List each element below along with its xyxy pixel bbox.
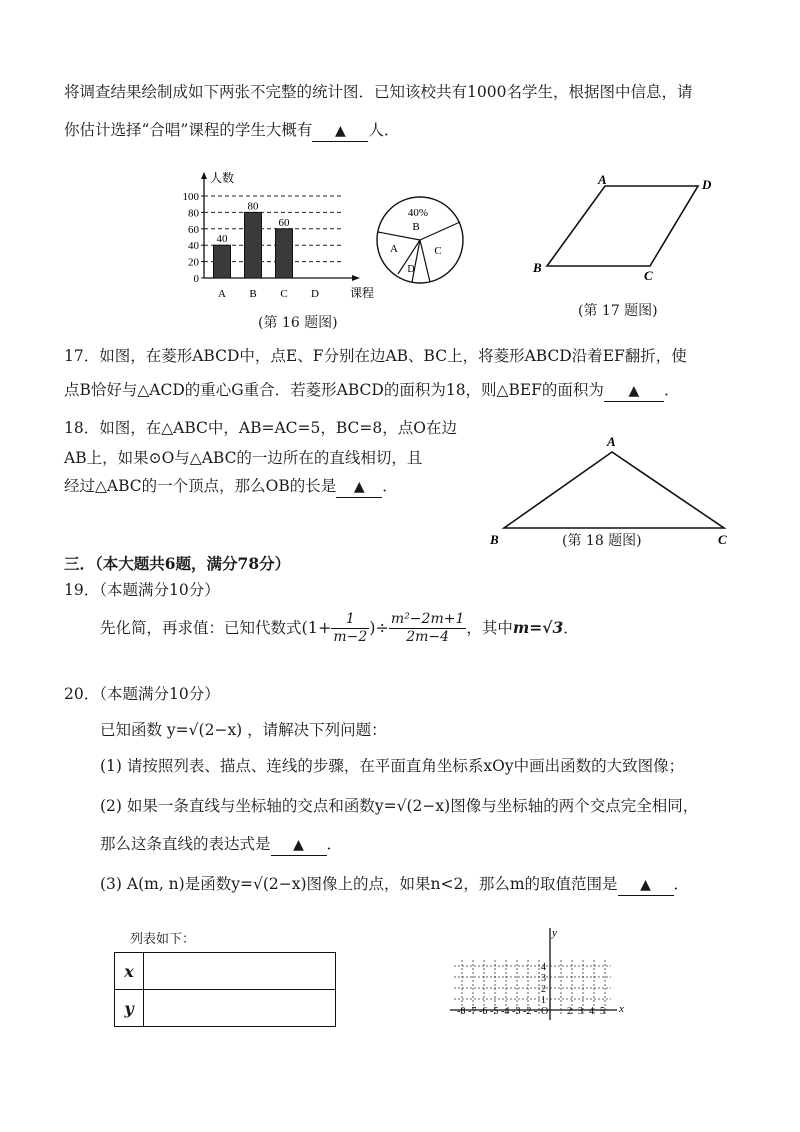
q18-line-1: 18．如图，在△ABC中，AB=AC=5，BC=8，点O在边 [64,419,457,437]
answer-mark-icon: ▲ [293,837,304,853]
grid-y-label: 2 [541,984,546,995]
x-tick-label: B [249,288,257,300]
answer-blank-18[interactable] [336,476,382,498]
grid-x-label: O [541,1006,549,1017]
frac-numerator: m²−2m+1 [390,610,465,627]
y-tick-label: 0 [193,273,199,285]
q19-head: 19．（本题满分10分） [64,581,220,599]
answer-blank-20-3[interactable] [618,874,674,896]
q19-text-mid: ，其中 [466,619,513,637]
grid-x-label: 5 [600,1006,605,1017]
y-tick-label: 40 [188,240,199,253]
bar-data-label: 80 [247,200,259,213]
grid-y-label: 4 [541,962,546,973]
table-cell-y[interactable] [144,990,336,1027]
frac-denominator: m−2 [333,628,368,645]
q20-part-2-line-1: (2) 如果一条直线与坐标轴的交点和函数y=√(2−x)图像与坐标轴的两个交点完全相同， [100,797,699,815]
answer-mark-icon: ▲ [334,123,346,139]
q20-part-3 [100,874,689,896]
q19-fraction-1 [331,611,369,646]
bar-chart [176,170,376,300]
grid-x-label: -5 [490,1006,499,1017]
grid-x-label: -3 [512,1006,521,1017]
row-header-x: x [115,953,144,990]
coordinate-grid[interactable] [420,924,652,1034]
vertex-c-label: C [718,532,727,547]
fig17-caption: (第 17 题图) [578,303,658,319]
q20-text-end: ． [326,835,343,853]
q19-text: 先化简，再求值：已知代数式 [100,619,302,637]
grid-x-label: -7 [468,1006,477,1017]
y-axis-arrow-icon [201,172,207,179]
pie-chart [374,194,466,286]
vertex-c-label: C [644,268,653,280]
bar-data-label: 40 [216,233,228,246]
pie-divider [420,240,430,282]
bar-b [245,212,262,278]
answer-mark-icon: ▲ [628,383,640,399]
q20-given: 已知函数 y=√(2−x) ，请解决下列问题： [100,721,387,739]
section3-title: 三．（本大题共6题，满分78分） [64,554,291,573]
x-axis-label: x [619,1003,624,1015]
y-tick-label: 60 [188,223,199,236]
q20-text: (3) A(m, n)是函数y=√(2−x)图像上的点，如果n<2，那么m的取值范围是 [100,875,618,893]
pie-divider [378,232,420,240]
triangle-shape [504,452,724,528]
answer-blank-20-2[interactable] [271,834,327,856]
q20-head: 20．（本题满分10分） [64,685,220,703]
intro-text: 你估计选择“合唱”课程的学生大概有 [64,121,313,139]
bar-data-label: 60 [278,216,290,229]
q19-fraction-2 [389,611,466,646]
bar-c [276,229,293,278]
answer-blank-17[interactable] [604,380,664,402]
y-axis-label: 人数 [210,171,235,185]
grid-x-label: - [534,1006,538,1017]
q20-part-1: (1) 请按照列表、描点、连线的步骤，在平面直角坐标系xOy中画出函数的大致图像； [100,757,685,775]
intro-text-end: 人． [368,121,400,139]
table-row [115,990,336,1027]
intro-line-1: 将调查结果绘制成如下两张不完整的统计图．已知该校共有1000名学生，根据图中信息，请 [64,83,693,101]
rhombus-shape [547,186,698,266]
vertex-a-label: A [598,172,607,187]
x-axis-label: 课程 [350,286,375,300]
answer-mark-icon: ▲ [353,479,365,495]
row-header-y: y [115,990,144,1027]
pie-label-percent: 40% [407,207,429,219]
pie-label-a: A [390,243,398,255]
q20-text: 那么这条直线的表达式是 [100,835,271,853]
vertex-d-label: D [702,177,712,192]
q18-text: 经过△ABC的一个顶点，那么OB的长是 [64,477,337,495]
grid-y-label: 1 [541,995,546,1006]
table-cell-x[interactable] [144,953,336,990]
q17-text: 点B恰好与△ACD的重心G重合．若菱形ABCD的面积为18，则△BEF的面积为 [64,381,604,399]
y-tick-label: 20 [188,256,199,269]
answer-blank-16[interactable] [312,120,368,142]
pie-label-b: B [412,221,420,233]
pie-label-d: D [407,264,415,275]
grid-x-label: -4 [501,1006,510,1017]
pie-label-c: C [434,245,442,257]
xy-table [114,952,336,1027]
x-tick-label: C [280,288,288,300]
y-tick-label: 80 [188,207,199,220]
table-title: 列表如下： [130,932,196,947]
q19-value: m=√3 [512,618,564,637]
paren-close: )÷ [369,618,389,637]
q19-body [100,606,579,650]
fig18-caption: (第 18 题图) [562,533,642,549]
grid-x-label: -6 [479,1006,488,1017]
frac-denominator: 2m−4 [406,628,450,645]
q17-line-2 [64,380,679,402]
fig16-caption: (第 16 题图) [258,315,338,331]
y-tick-label: 100 [182,191,199,203]
y-axis-label: y [552,927,557,939]
answer-mark-icon: ▲ [640,877,651,893]
q20-part-2-line-2 [100,834,342,856]
vertex-b-label: B [533,260,542,275]
x-tick-label: D [311,288,319,300]
grid-x-label: 3 [578,1006,583,1017]
x-axis-arrow-icon [352,275,360,281]
x-tick-label: A [218,288,226,300]
frac-numerator: 1 [331,611,369,629]
q20-text-end: ． [673,875,690,893]
paren-open: (1+ [301,618,332,637]
intro-line-2 [64,120,399,142]
grid-x-label: 2 [567,1006,572,1017]
q19-text-end: ． [563,619,579,637]
q18-text-end: ． [382,477,398,495]
vertex-b-label: B [490,532,499,547]
grid-x-label: -8 [457,1006,466,1017]
pie-divider [420,222,460,240]
q18-line-2: AB上，如果⊙O与△ABC的一边所在的直线相切，且 [64,449,423,467]
grid-x-label: 4 [589,1006,594,1017]
grid-x-label: -2 [523,1006,532,1017]
q18-line-3 [64,476,398,498]
bar-a [214,245,231,278]
q17-text-end: ． [663,381,680,399]
vertex-a-label: A [607,434,616,449]
table-row [115,953,336,990]
q17-line-1: 17．如图，在菱形ABCD中，点E、F分别在边AB、BC上，将菱形ABCD沿着EF翻折，使 [64,347,687,365]
fig17-rhombus [528,170,728,280]
grid-y-label: 3 [541,973,546,984]
